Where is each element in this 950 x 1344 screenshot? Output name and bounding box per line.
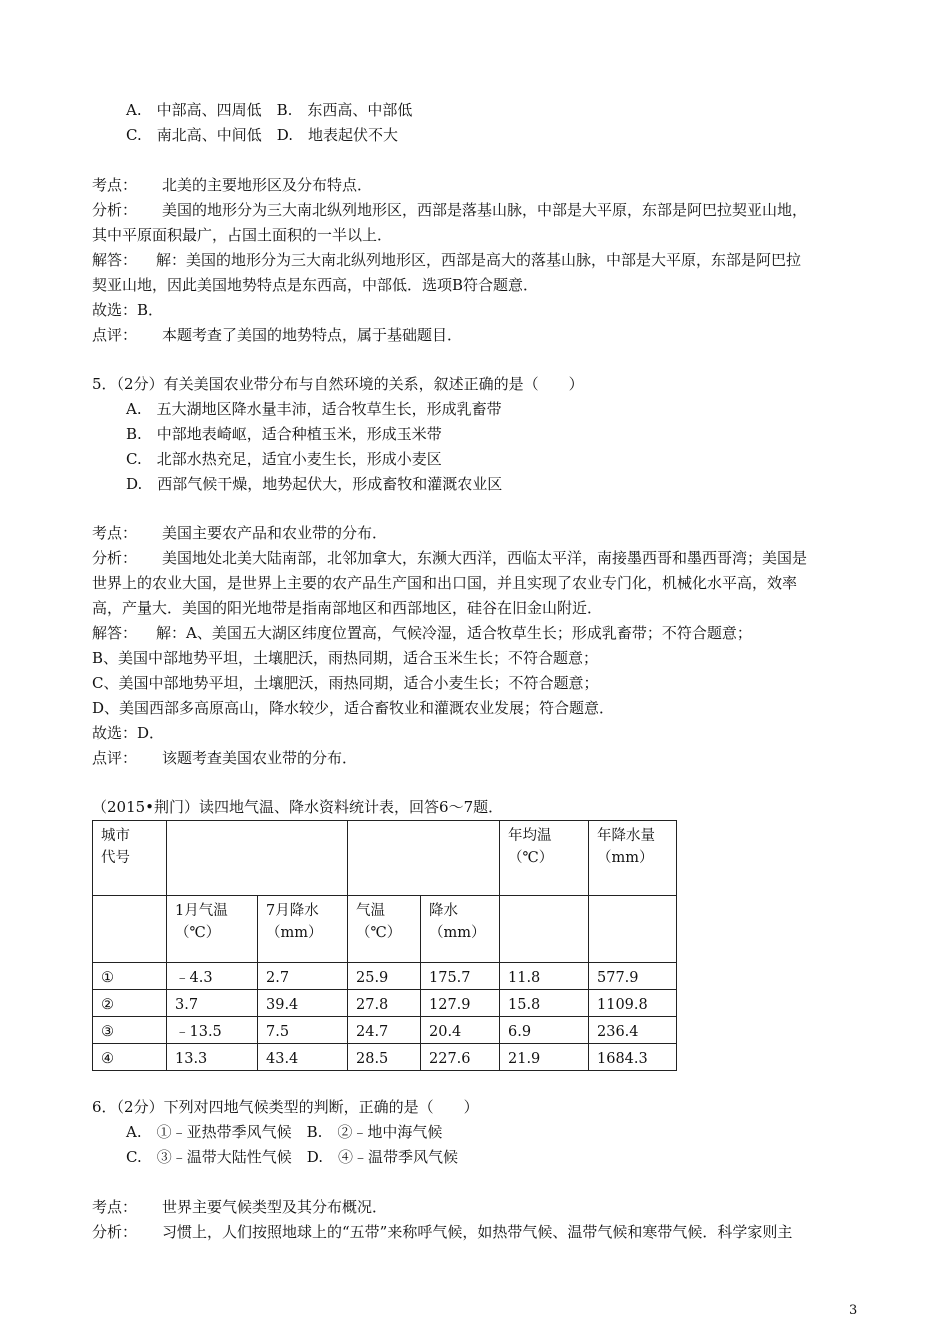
fenxi-label: 分析： [92, 1223, 138, 1241]
dianping-label: 点评： [92, 326, 138, 344]
q6-kaodian [92, 1197, 387, 1217]
cell-city: ① [93, 963, 167, 990]
table-row [93, 1017, 677, 1044]
table-row [93, 1044, 677, 1071]
dianping-text: 本题考查了美国的地势特点，属于基础题目． [162, 326, 463, 344]
jieda-label: 解答： [92, 251, 138, 269]
subheader-empty [93, 896, 167, 963]
table-row [93, 990, 677, 1017]
kaodian-label: 考点： [92, 524, 138, 542]
intro-q6-7: （2015•荆门）读四地气温、降水资料统计表，回答6～7题． [92, 798, 504, 816]
q5-fenxi-3: 高，产量大．美国的阳光地带是指南部地区和西部地区，硅谷在旧金山附近． [92, 599, 603, 617]
q5-dianping [92, 748, 357, 768]
q5-option-a: A. 五大湖地区降水量丰沛，适合牧草生长，形成乳畜带 [126, 400, 502, 418]
table-header-row [93, 821, 677, 896]
fenxi-label: 分析： [92, 549, 138, 567]
q5-option-b: B. 中部地表崎岖，适合种植玉米，形成玉米带 [126, 425, 442, 443]
cell-precip: 175.7 [421, 963, 500, 990]
cell-jul-precip: 7.5 [258, 1017, 348, 1044]
fenxi-text: 美国地处北美大陆南部，北邻加拿大，东濒大西洋，西临太平洋，南接墨西哥和墨西哥湾；美国是 [162, 549, 808, 567]
header-annual-precip: 年降水量 （mm） [589, 821, 677, 896]
fenxi-label: 分析： [92, 201, 138, 219]
cell-jul-precip: 39.4 [258, 990, 348, 1017]
q6-fenxi-1 [92, 1222, 792, 1242]
cell-precip: 20.4 [421, 1017, 500, 1044]
cell-annual-precip: 577.9 [589, 963, 677, 990]
cell-annual-temp: 11.8 [500, 963, 589, 990]
header-city-code: 城市 代号 [93, 821, 167, 896]
cell-jul-precip: 43.4 [258, 1044, 348, 1071]
table-row [93, 963, 677, 990]
cell-temp: 27.8 [348, 990, 421, 1017]
q4-options-cd: C. 南北高、中间低 D. 地表起伏不大 [126, 126, 398, 144]
cell-city: ③ [93, 1017, 167, 1044]
subheader-empty-3 [589, 896, 677, 963]
kaodian-label: 考点： [92, 176, 138, 194]
table-subheader-row [93, 896, 677, 963]
fenxi-text: 美国的地形分为三大南北纵列地形区，西部是落基山脉，中部是大平原，东部是阿巴拉契亚山地， [162, 201, 808, 219]
cell-temp: 28.5 [348, 1044, 421, 1071]
climate-data-table [92, 820, 677, 1071]
fenxi-text: 习惯上，人们按照地球上的“五带”来称呼气候，如热带气候、温带气候和寒带气候．科学家则主 [162, 1223, 793, 1241]
q4-fenxi-1 [92, 200, 807, 220]
cell-city: ② [93, 990, 167, 1017]
cell-precip: 127.9 [421, 990, 500, 1017]
dianping-text: 该题考查美国农业带的分布． [162, 749, 358, 767]
q5-option-d: D. 西部气候干燥，地势起伏大，形成畜牧和灌溉农业区 [126, 475, 503, 493]
cell-temp: 24.7 [348, 1017, 421, 1044]
q4-guxuan: 故选：B． [92, 301, 164, 319]
kaodian-text: 世界主要气候类型及其分布概况． [162, 1198, 388, 1216]
subheader-jan-temp: 1月气温 （℃） [167, 896, 258, 963]
q6-options-ab: A. ①﹣亚热带季风气候 B. ②﹣地中海气候 [126, 1123, 443, 1141]
page-number: 3 [849, 1303, 858, 1318]
q4-jieda-2: 契亚山地，因此美国地势特点是东西高，中部低．选项B符合题意． [92, 276, 539, 294]
q5-guxuan: 故选：D． [92, 724, 165, 742]
header-annual-temp: 年均温 （℃） [500, 821, 589, 896]
cell-temp: 25.9 [348, 963, 421, 990]
q4-dianping [92, 325, 462, 345]
q5-option-c: C. 北部水热充足，适宜小麦生长，形成小麦区 [126, 450, 442, 468]
q4-options-ab: A. 中部高、四周低 B. 东西高、中部低 [126, 101, 413, 119]
jieda-text: 解：美国的地形分为三大南北纵列地形区，西部是高大的落基山脉，中部是大平原，东部是阿巴拉 [156, 251, 802, 269]
q5-jieda-2: B、美国中部地势平坦，土壤肥沃，雨热同期，适合玉米生长；不符合题意； [92, 649, 599, 667]
subheader-empty-2 [500, 896, 589, 963]
q4-fenxi-2: 其中平原面积最广，占国土面积的一半以上． [92, 226, 393, 244]
cell-annual-temp: 6.9 [500, 1017, 589, 1044]
subheader-temp: 气温 （℃） [348, 896, 421, 963]
q5-stem: 5．（2分）有关美国农业带分布与自然环境的关系，叙述正确的是（ ） [92, 375, 584, 393]
cell-annual-precip: 236.4 [589, 1017, 677, 1044]
cell-precip: 227.6 [421, 1044, 500, 1071]
q4-jieda-1 [92, 250, 801, 270]
cell-annual-precip: 1684.3 [589, 1044, 677, 1071]
cell-city: ④ [93, 1044, 167, 1071]
kaodian-text: 美国主要农产品和农业带的分布． [162, 524, 388, 542]
cell-jan-temp: ﹣13.5 [167, 1017, 258, 1044]
cell-annual-temp: 15.8 [500, 990, 589, 1017]
q4-kaodian [92, 175, 372, 195]
q5-jieda-3: C、美国中部地势平坦，土壤肥沃，雨热同期，适合小麦生长；不符合题意； [92, 674, 599, 692]
q6-stem: 6．（2分）下列对四地气候类型的判断，正确的是（ ） [92, 1098, 479, 1116]
subheader-precip: 降水 （mm） [421, 896, 500, 963]
dianping-label: 点评： [92, 749, 138, 767]
cell-jan-temp: ﹣4.3 [167, 963, 258, 990]
jieda-label: 解答： [92, 624, 138, 642]
subheader-jul-precip: 7月降水 （mm） [258, 896, 348, 963]
cell-annual-precip: 1109.8 [589, 990, 677, 1017]
kaodian-label: 考点： [92, 1198, 138, 1216]
q5-fenxi-1 [92, 548, 807, 568]
q5-jieda-4: D、美国西部多高原高山，降水较少，适合畜牧业和灌溉农业发展；符合题意． [92, 699, 615, 717]
cell-jan-temp: 3.7 [167, 990, 258, 1017]
header-empty-2 [348, 821, 500, 896]
q5-kaodian [92, 523, 387, 543]
cell-jul-precip: 2.7 [258, 963, 348, 990]
jieda-text: 解：A、美国五大湖区纬度位置高，气候冷湿，适合牧草生长；形成乳畜带；不符合题意； [156, 624, 752, 642]
header-empty-1 [167, 821, 348, 896]
q6-options-cd: C. ③﹣温带大陆性气候 D. ④﹣温带季风气候 [126, 1148, 458, 1166]
cell-annual-temp: 21.9 [500, 1044, 589, 1071]
cell-jan-temp: 13.3 [167, 1044, 258, 1071]
q5-fenxi-2: 世界上的农业大国，是世界上主要的农产品生产国和出口国，并且实现了农业专门化，机械化水平高，效率 [92, 574, 798, 592]
q5-jieda-1 [92, 623, 752, 643]
kaodian-text: 北美的主要地形区及分布特点． [162, 176, 373, 194]
